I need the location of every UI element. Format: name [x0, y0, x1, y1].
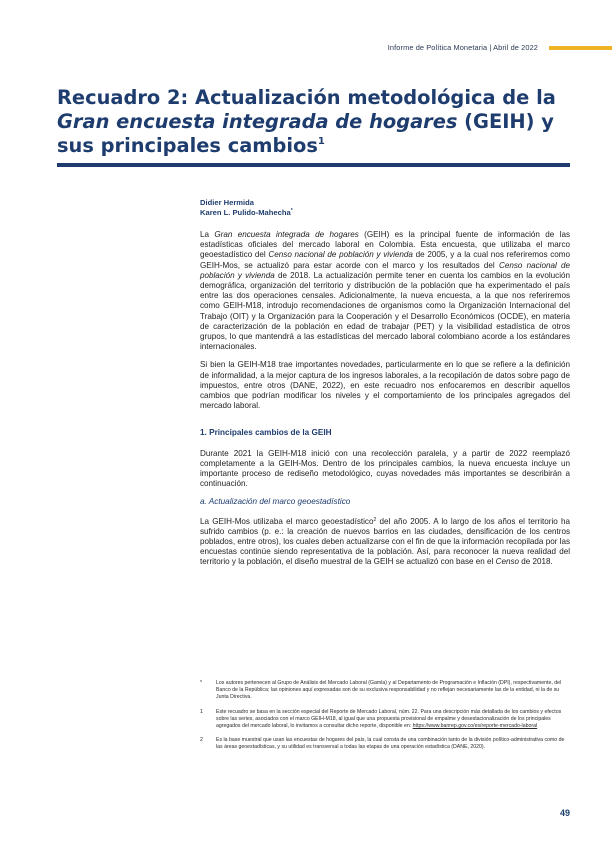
footnote-mark: *	[200, 680, 203, 686]
author-2-name: Karen L. Pulido-Mahecha	[200, 207, 291, 217]
report-link[interactable]: https://www.banrep.gov.co/es/reporte-mercado-laboral	[412, 723, 538, 730]
author-1: Didier Hermida	[200, 198, 255, 207]
title-part1: Recuadro 2: Actualización metodológica de la	[57, 86, 556, 109]
title-italic: Gran encuesta integrada de hogares	[57, 110, 458, 133]
subsection-a-paragraph	[200, 517, 570, 568]
sa-text-2: del año 2005. A lo largo de los años el territorio ha sufrido cambios (p. e.: la creación de nuevos barrios en las ciudades, densificación de los centros poblados, entre otros), los cuales deben actualizarse con el fin de que la información recopilada por las encuestas continúe siendo representativa de la población. Así, para reconocer la nueva realidad del territorio y la población, el diseño muestral de la GEIH se actualizó con base en el	[200, 516, 571, 567]
footnote-mark: 1	[200, 708, 203, 715]
p1-text-1: La	[200, 230, 215, 239]
p1-text-3: de 2005, y a la cual nos referiremos como GEIH-Mos, se actualizó para estar acorde con el marco y los resultados del	[200, 250, 570, 270]
p1-italic-1: Gran encuesta integrada de hogares	[214, 230, 359, 239]
paragraph-2: Si bien la GEIH-M18 trae importantes novedades, particularmente en lo que se refiere a la definición de informalidad, a la mejor captura de los ingresos laborales, a la recopilación de datos sobre pago de impuestos, entre otros (DANE, 2022), en este recuadro nos enfocaremos en describir aquellos cambios que podrían modificar los niveles y el comportamiento de los principales agregados del mercado laboral.	[200, 360, 570, 411]
footnotes	[200, 680, 572, 759]
section-1-paragraph: Durante 2021 la GEIH-M18 inició con una recolección paralela, y a partir de 2022 reemplazó completamente a la GEIH-Mos. Dentro de los principales cambios, la nueva encuesta incluye un importante proceso de rediseño metodológico, cuyas novedades más importantes se describirán a continuación.	[200, 448, 570, 489]
author-2	[200, 208, 570, 218]
p1-text-2: (GEIH) es la principal fuente de información de las estadísticas oficiales del mercado laboral en Colombia. Esta encuesta, que utilizaba el marco geoestadístico del	[200, 230, 570, 260]
authors	[200, 198, 570, 217]
p1-italic-2: Censo nacional de población y vivienda	[268, 250, 413, 260]
header-accent-bar	[549, 46, 612, 50]
sa-italic-1: Censo	[495, 557, 519, 567]
p1-italic-3: Censo nacional de población y vivienda	[200, 260, 571, 280]
title-rule	[57, 163, 570, 167]
footnote-item	[200, 709, 572, 731]
subsection-a-heading: a. Actualización del marco geoestadístico	[200, 497, 351, 507]
main-content	[200, 198, 570, 576]
sa-text-1: La GEIH-Mos utilizaba el marco geoestadístico	[200, 516, 374, 526]
p1-text-4: de 2018. La actualización permite tener en cuenta los cambios en la evolución demográfica, organización del territorio y distribución de la población que ha experimentado el país entre las dos operaciones censales. Adicionalmente, la nueva encuesta, a la que nos referiremos como GEIH-M18, introdujo recomendaciones de organismos como la Organización Internacional del Trabajo (OIT) y la Organización para la Cooperación y el Desarrollo Económicos (OCDE), en materia de caracterización de la población en edad de trabajar (PET) y la visibilidad estadística de otros grupos, lo que mantendrá a las estadísticas del mercado laboral colombiano acorde a los estándares internacionales.	[200, 270, 570, 352]
footnote-text: Los autores pertenecen al Grupo de Análisis del Mercado Laboral (Gamla) y al Departamento de Programación e Inflación (DPI), respectivamente, del Banco de la República; las opiniones aquí expresadas son de su exclusiva responsabilidad y no reflejan necesariamente las de la entidad, ni la de su Junta Directiva.	[216, 680, 562, 701]
footnote-mark: 2	[200, 737, 203, 744]
author-2-mark: *	[290, 207, 293, 214]
footnote-item	[200, 680, 572, 702]
footnote-text: Es la base muestral que usan las encuestas de hogares del país, la cual consta de una combinación tanto de la división político-administrativa como de las áreas geoestadísticas, y su utilidad es transversal a todas las etapas de una operación estadística (DANE, 2020).	[216, 737, 565, 751]
sa-text-3: de 2018.	[519, 557, 553, 567]
title-part2: (GEIH) y sus principales cambios	[57, 110, 554, 157]
paragraph-1	[200, 230, 570, 352]
sa-footnote-mark: 2	[373, 516, 377, 523]
section-1-heading: 1. Principales cambios de la GEIH	[200, 428, 332, 438]
title-footnote-mark: 1	[317, 136, 325, 147]
footnote-text: Este recuadro se basa en la sección especial del Reporte de Mercado Laboral, núm. 22. Para una descripción más detallada de los cambios y efectos sobre las series, asociados con el marco GEIH-M18, al igual que una propuesta provisional de empalme y desestacionalización de los principales agregados del mercado laboral, lo invitamos a consultar dicho reporte, disponible en:	[216, 708, 562, 730]
publication-header: Informe de Política Monetaria | Abril de 2022	[387, 43, 538, 52]
page-number: 49	[559, 808, 570, 818]
footnote-item	[200, 737, 572, 751]
box-title	[57, 86, 557, 158]
